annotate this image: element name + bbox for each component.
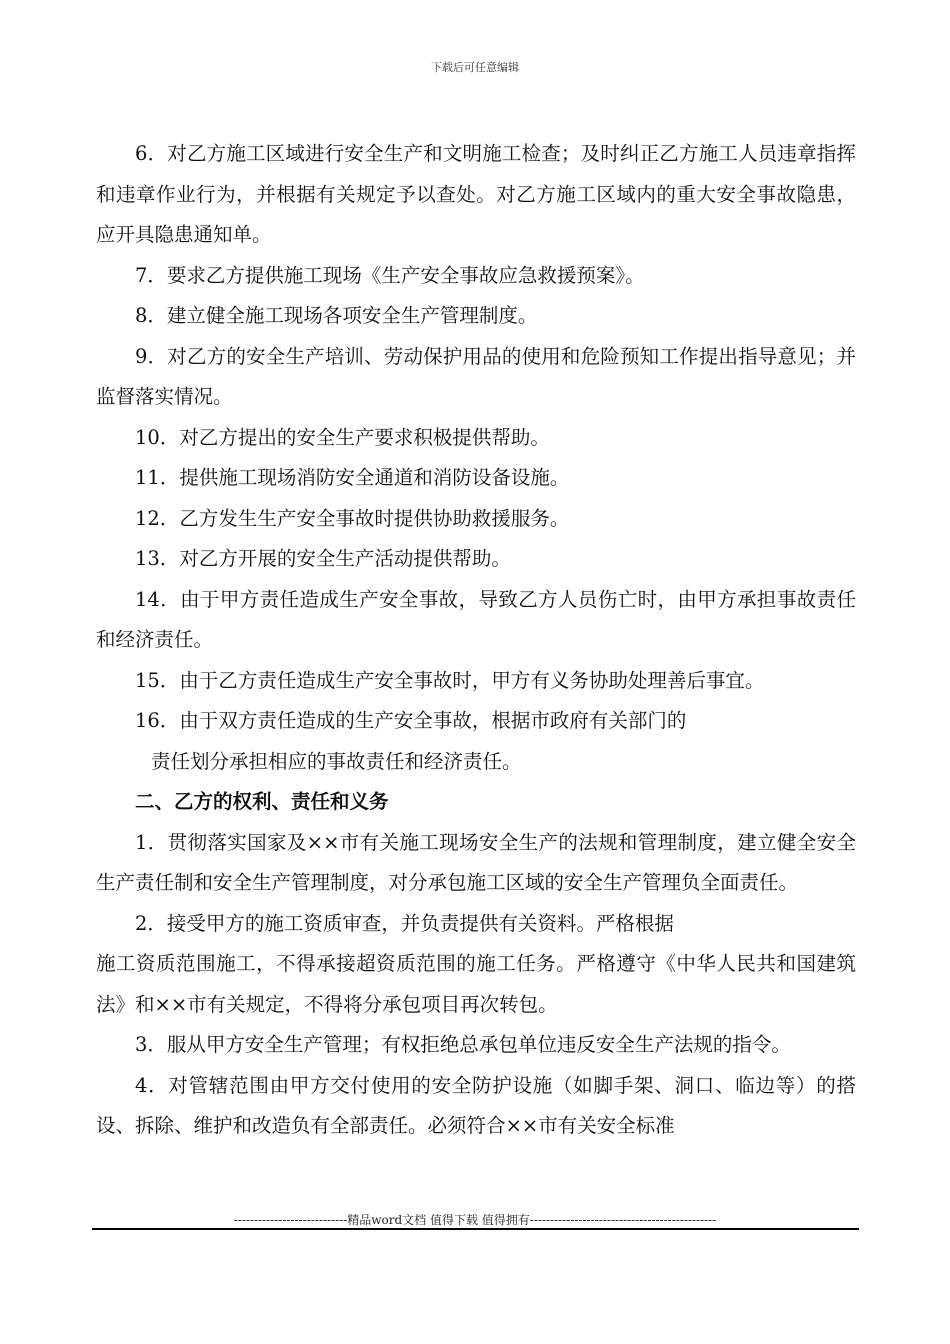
paragraph-item-6: 6．对乙方施工区域进行安全生产和文明施工检查；及时纠正乙方施工人员违章指挥和违章作业行为，并根据有关规定予以查处。对乙方施工区域内的重大安全事故隐患，应开具隐患通知单。 xyxy=(96,142,856,246)
paragraph-item-11: 11．提供施工现场消防安全通道和消防设备设施。 xyxy=(135,466,570,489)
paragraph-item-13: 13．对乙方开展的安全生产活动提供帮助。 xyxy=(135,547,511,570)
paragraph-item-8: 8．建立健全施工现场各项安全生产管理制度。 xyxy=(135,304,538,327)
page-footer: ----------------------------精品word文档 值得下载 值得拥有---------------------------------------------- xyxy=(233,1213,717,1227)
paragraph-item-b1: 1．贯彻落实国家及××市有关施工现场安全生产的法规和管理制度，建立健全安全生产责任制和安全生产管理制度，对分承包施工区域的安全生产管理负全面责任。 xyxy=(96,830,856,894)
document-body xyxy=(96,134,856,1147)
footer-divider xyxy=(92,1228,859,1230)
paragraph-item-10: 10．对乙方提出的安全生产要求积极提供帮助。 xyxy=(135,425,550,449)
page-header: 下载后可任意编辑 xyxy=(431,61,519,74)
paragraph-item-b2-continued: 施工资质范围施工，不得承接超资质范围的施工任务。严格遵守《中华人民共和国建筑法》和××市有关规定，不得将分承包项目再次转包。 xyxy=(96,952,856,1016)
paragraph-item-15: 15．由于乙方责任造成生产安全事故时，甲方有义务协助处理善后事宜。 xyxy=(135,668,765,692)
paragraph-item-7: 7．要求乙方提供施工现场《生产安全事故应急救援预案》。 xyxy=(135,263,645,287)
paragraph-item-14: 14．由于甲方责任造成生产安全事故，导致乙方人员伤亡时，由甲方承担事故责任和经济责任。 xyxy=(96,587,856,651)
paragraph-item-16-continued: 责任划分承担相应的事故责任和经济责任。 xyxy=(151,749,522,773)
paragraph-item-12: 12．乙方发生生产安全事故时提供协助救援服务。 xyxy=(135,506,570,530)
section-heading: 二、乙方的权利、责任和义务 xyxy=(135,790,389,813)
paragraph-item-b3: 3．服从甲方安全生产管理；有权拒绝总承包单位违反安全生产法规的指令。 xyxy=(135,1033,791,1056)
paragraph-item-16: 16．由于双方责任造成的生产安全事故，根据市政府有关部门的 xyxy=(135,709,687,732)
paragraph-item-b2: 2．接受甲方的施工资质审查，并负责提供有关资料。严格根据 xyxy=(135,911,674,935)
paragraph-item-9: 9．对乙方的安全生产培训、劳动保护用品的使用和危险预知工作提出指导意见；并监督落实情况。 xyxy=(96,344,856,408)
paragraph-item-b4: 4．对管辖范围由甲方交付使用的安全防护设施（如脚手架、洞口、临边等）的搭设、拆除、维护和改造负有全部责任。必须符合××市有关安全标准 xyxy=(96,1073,856,1137)
